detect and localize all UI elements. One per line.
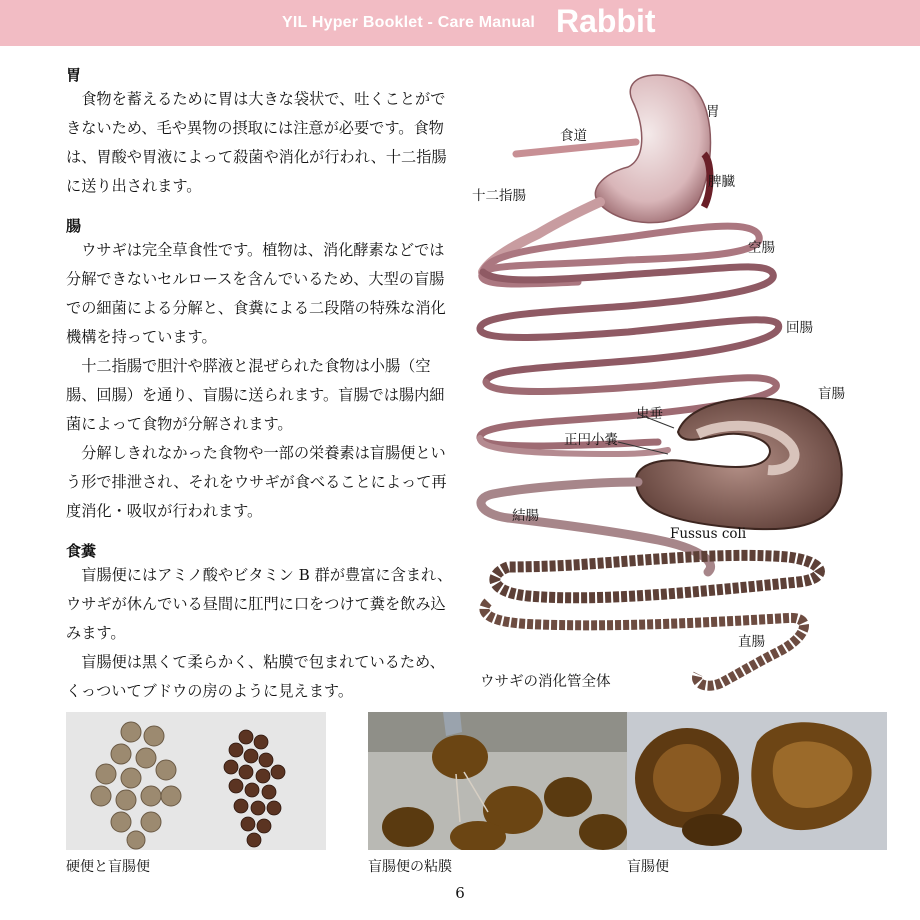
- diagram-caption: ウサギの消化管全体: [480, 674, 611, 690]
- label-stomach: 胃: [706, 104, 720, 120]
- label-sacculus: 正円小嚢: [564, 432, 618, 448]
- label-rectum: 直腸: [738, 634, 765, 650]
- cecotrope-mucus-photo: [368, 712, 628, 850]
- photo-caption: 盲腸便の粘膜: [368, 859, 452, 875]
- section-heading-coprophagy: 食糞: [66, 542, 97, 560]
- label-appendix: 虫垂: [636, 406, 663, 422]
- label-esophagus: 食道: [560, 128, 587, 144]
- paragraph: 食物を蓄えるために胃は大きな袋状で、吐くことができないため、毛や異物の摂取には注意が必要です。食物は、胃酸や胃液によって殺菌や消化が行われ、十二指腸に送り出されます。: [66, 90, 447, 195]
- label-fussus-coli: Fussus coli: [670, 526, 747, 542]
- paragraph: 盲腸便にはアミノ酸やビタミン B 群が豊富に含まれ、ウサギが休んでいる昼間に肛門に口をつけて糞を飲み込みます。: [66, 566, 453, 642]
- paragraph: 盲腸便は黒くて柔らかく、粘膜で包まれているため、くっついてブドウの房のように見えます。: [66, 653, 445, 700]
- paragraph: ウサギは完全草食性です。植物は、消化酵素などでは分解できないセルロースを含んでいるため、大型の盲腸での細菌による分解と、食糞による二段階の特殊な消化機構を持っています。: [66, 241, 446, 346]
- section-heading-intestine: 腸: [66, 217, 82, 235]
- label-colon: 結腸: [512, 508, 539, 524]
- photo-caption: 盲腸便: [627, 859, 669, 875]
- page-number: 6: [455, 884, 465, 902]
- droppings-photo: [66, 712, 326, 850]
- booklet-subtitle: YIL Hyper Booklet - Care Manual: [282, 14, 536, 31]
- label-jejunum: 空腸: [748, 240, 775, 256]
- label-duodenum: 十二指腸: [472, 188, 526, 204]
- section-heading-stomach: 胃: [66, 66, 82, 84]
- page-header: [0, 0, 920, 46]
- booklet-title: Rabbit: [556, 3, 656, 39]
- cecum-group: [636, 398, 842, 529]
- label-cecum: 盲腸: [818, 386, 845, 402]
- photo-caption: 硬便と盲腸便: [66, 859, 150, 875]
- text-column: [66, 64, 456, 706]
- paragraph: 十二指腸で胆汁や膵液と混ぜられた食物は小腸（空腸、回腸）を通り、盲腸に送られます。盲腸では腸内細菌によって食物が分解されます。: [66, 357, 445, 433]
- cecotrope-photo: [627, 712, 887, 850]
- paragraph: 分解しきれなかった食物や一部の栄養素は盲腸便という形で排泄され、それをウサギが食べることによって再度消化・吸収が行われます。: [66, 444, 447, 520]
- label-spleen: 脾臓: [708, 174, 735, 190]
- cecum-shape: [636, 398, 842, 529]
- digestive-tract-illustration: [468, 62, 888, 702]
- digestive-tract-drawing: [468, 62, 888, 702]
- stomach-shape: [595, 75, 710, 223]
- fussus-coli-and-rectum: [484, 555, 819, 685]
- label-ileum: 回腸: [786, 320, 813, 336]
